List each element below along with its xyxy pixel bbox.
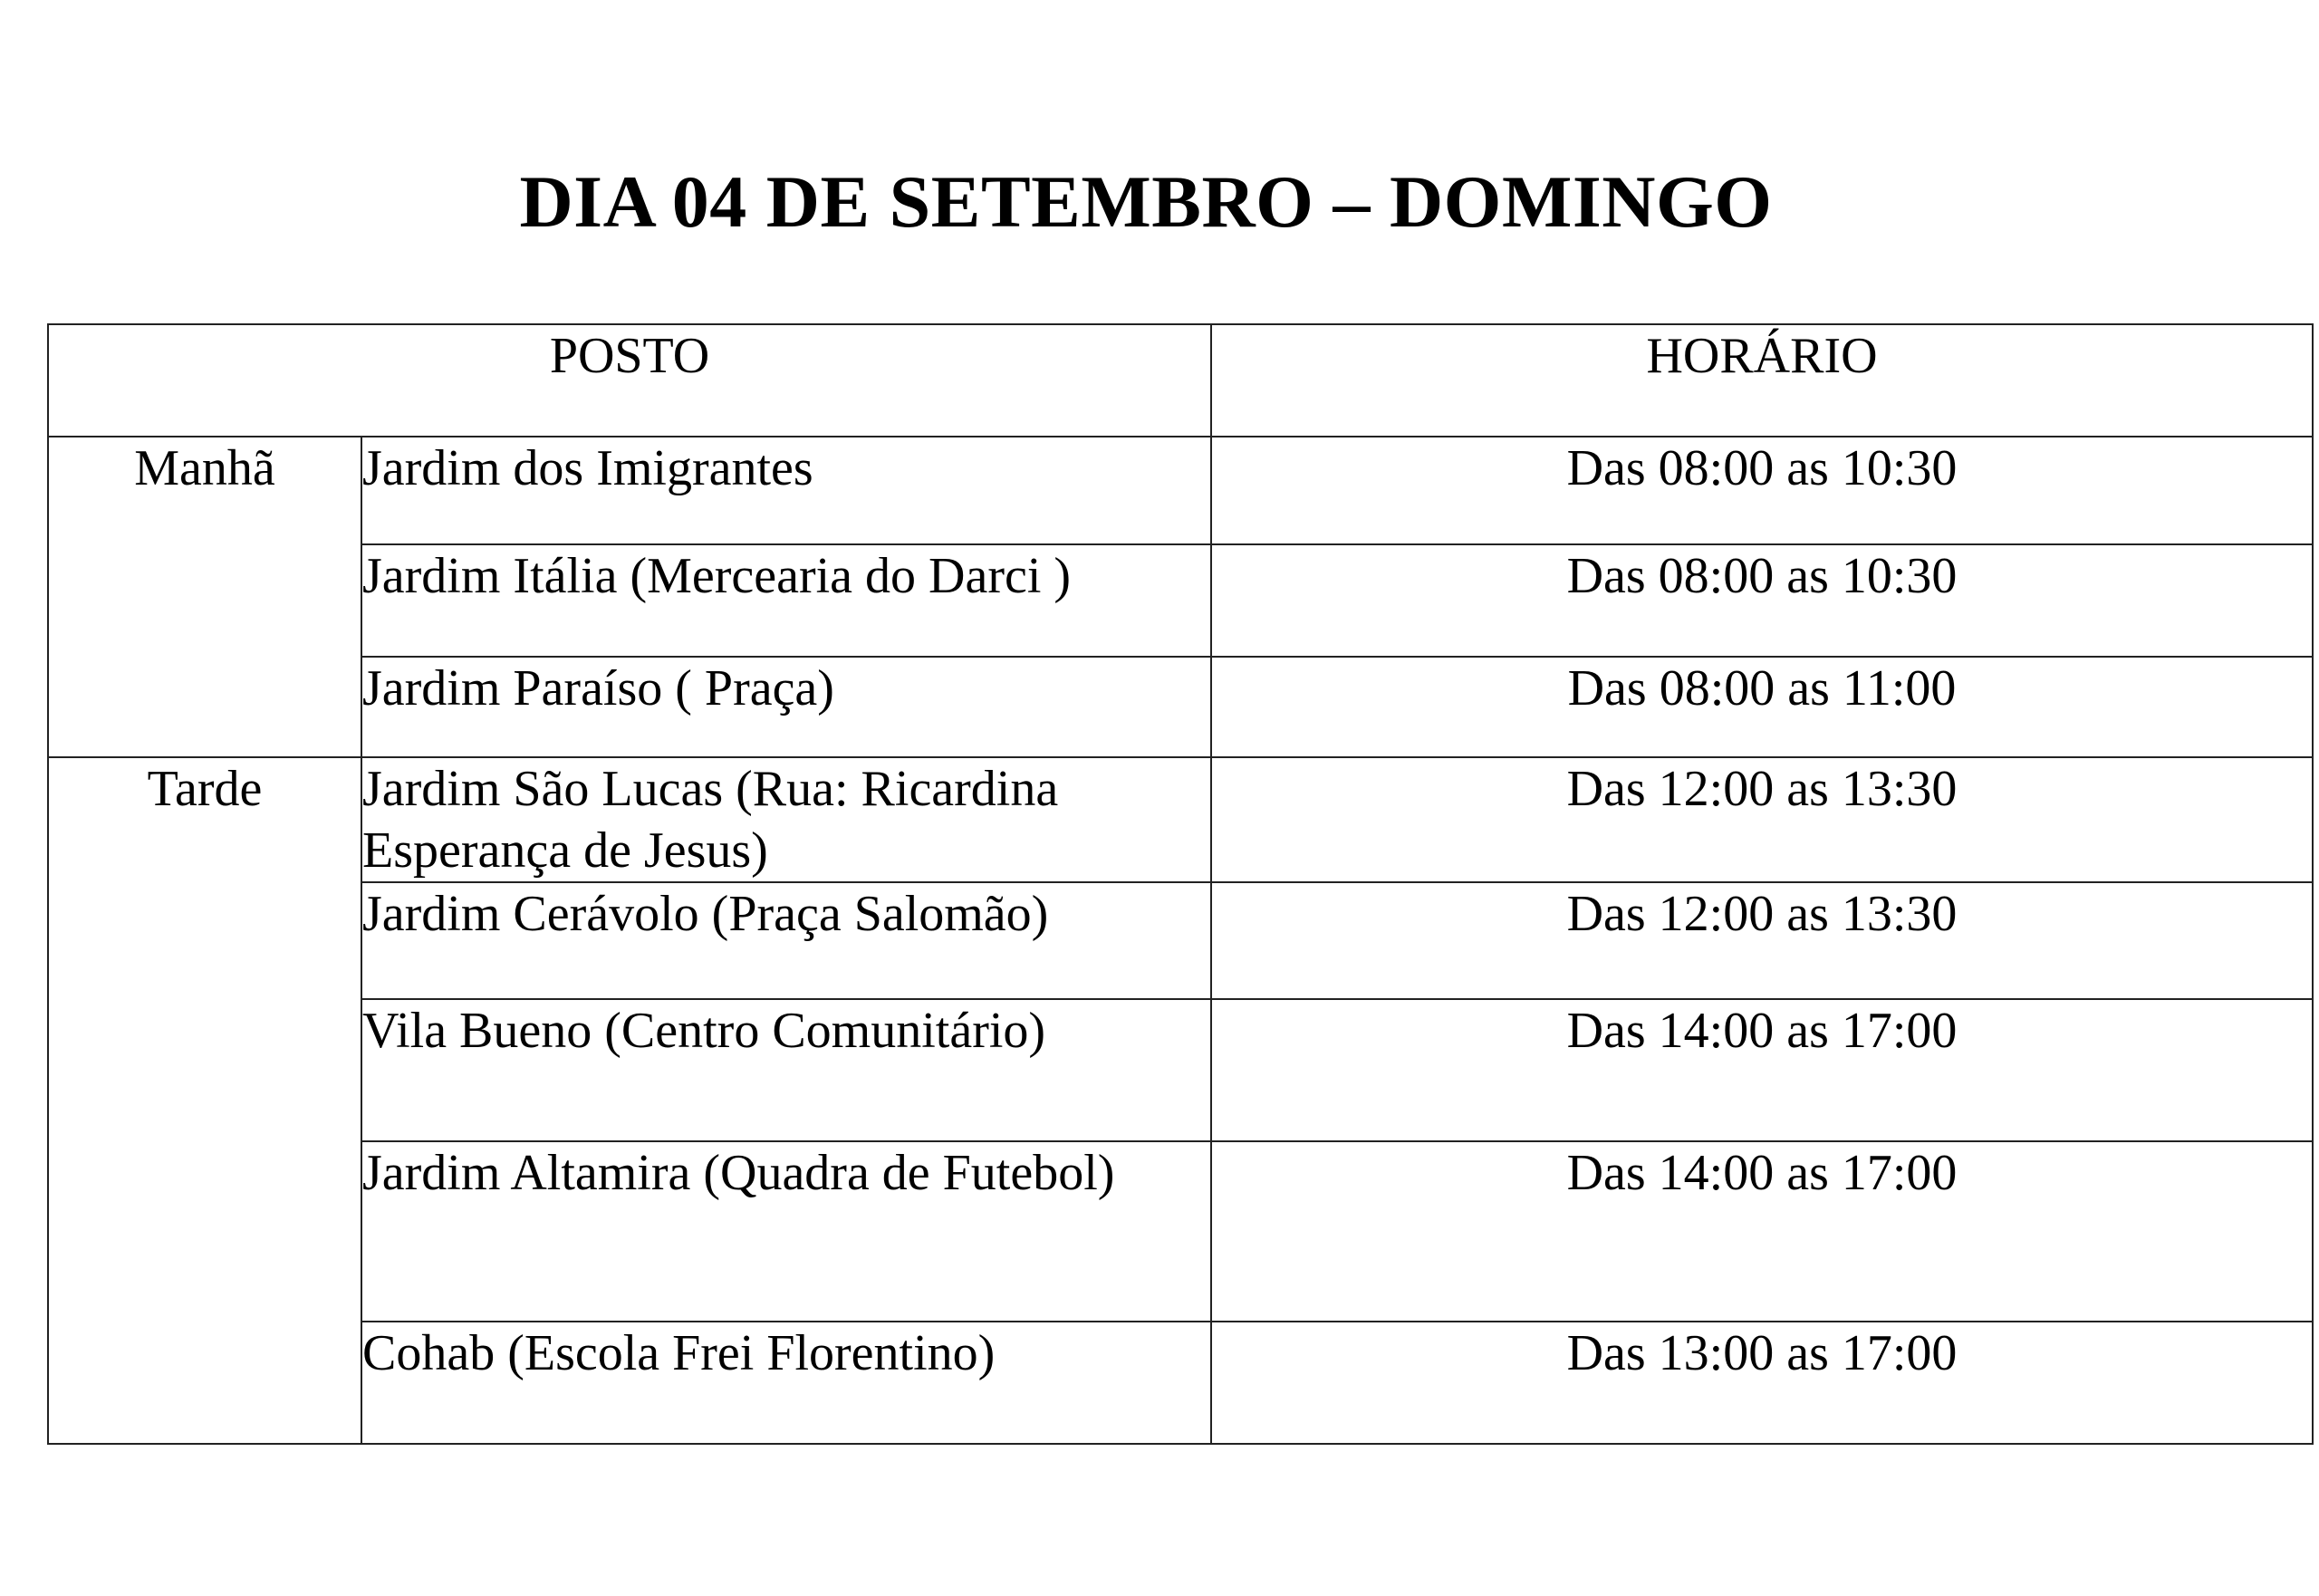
table-row [48, 999, 2313, 1141]
table-row [48, 1322, 2313, 1444]
table-row [48, 882, 2313, 999]
horario-cell: Das 12:00 as 13:30 [1211, 882, 2313, 999]
table-row [48, 657, 2313, 757]
horario-cell: Das 08:00 as 10:30 [1211, 437, 2313, 544]
posto-cell: Jardim Paraíso ( Praça) [361, 657, 1211, 757]
horario-cell: Das 13:00 as 17:00 [1211, 1322, 2313, 1444]
table-row [48, 1141, 2313, 1322]
posto-cell: Cohab (Escola Frei Florentino) [361, 1322, 1211, 1444]
header-posto: POSTO [48, 324, 1211, 437]
header-row [48, 324, 2313, 437]
posto-cell: Jardim dos Imigrantes [361, 437, 1211, 544]
period-label-manha: Manhã [48, 437, 361, 757]
table-row [48, 757, 2313, 882]
header-horario: HORÁRIO [1211, 324, 2313, 437]
posto-cell: Jardim Altamira (Quadra de Futebol) [361, 1141, 1211, 1322]
posto-cell: Vila Bueno (Centro Comunitário) [361, 999, 1211, 1141]
period-label-tarde: Tarde [48, 757, 361, 1444]
horario-cell: Das 08:00 as 11:00 [1211, 657, 2313, 757]
posto-cell: Jardim São Lucas (Rua: Ricardina Esperança de Jesus) [361, 757, 1211, 882]
table-row [48, 544, 2313, 657]
horario-cell: Das 12:00 as 13:30 [1211, 757, 2313, 882]
horario-cell: Das 14:00 as 17:00 [1211, 999, 2313, 1141]
schedule-table [47, 323, 2314, 1445]
page-title: DIA 04 DE SETEMBRO – DOMINGO [519, 160, 1773, 243]
posto-cell: Jardim Itália (Mercearia do Darci ) [361, 544, 1211, 657]
horario-cell: Das 14:00 as 17:00 [1211, 1141, 2313, 1322]
table-row [48, 437, 2313, 544]
posto-cell: Jardim Cerávolo (Praça Salomão) [361, 882, 1211, 999]
horario-cell: Das 08:00 as 10:30 [1211, 544, 2313, 657]
